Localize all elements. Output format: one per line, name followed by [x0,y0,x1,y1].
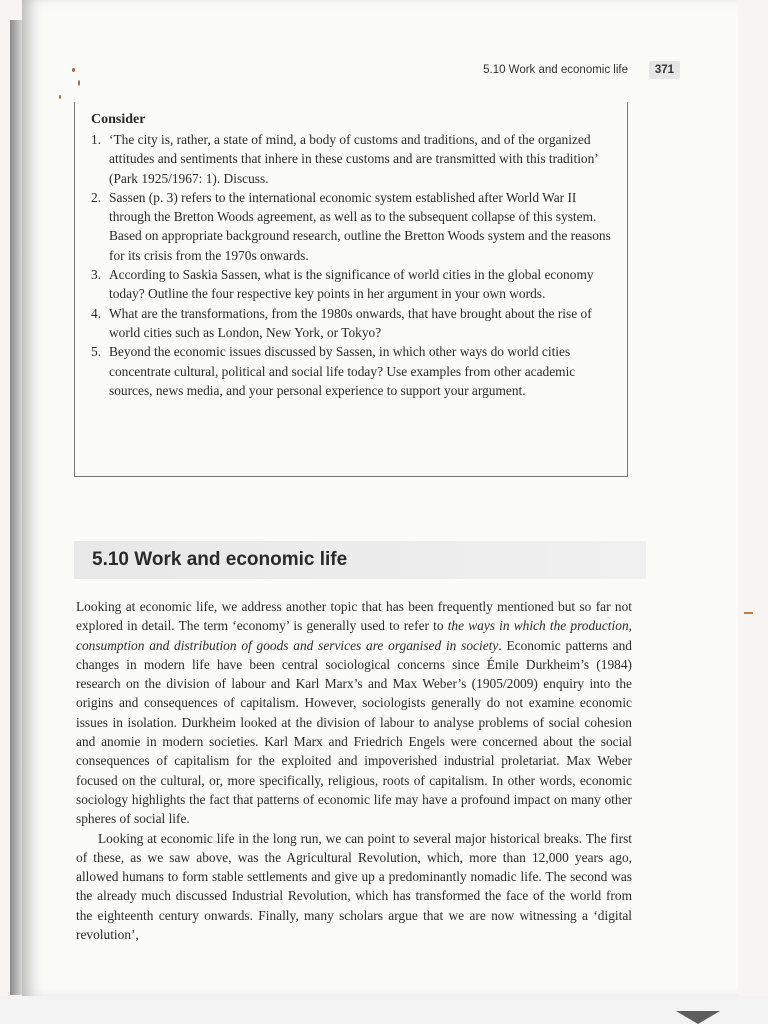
consider-box [74,102,628,477]
section-heading: 5.10 Work and economic life [92,549,348,570]
consider-question [91,304,611,343]
running-head: 5.10 Work and economic life [483,64,628,76]
paper-speck [78,80,80,86]
consider-question [91,188,611,265]
question-text: Sassen (p. 3) refers to the international economic system established after World War II through the Bretton Woods agreement, as well as to the subsequent collapse of this system. Based on appropriate background research, outline the Bretton Woods system and the reasons for its crisis from the 1970s onwards. [109,189,611,263]
question-text: What are the transformations, from the 1980s onwards, that have brought about the rise of world cities such as London, New York, or Tokyo? [109,305,592,340]
body-paragraph [76,829,632,945]
question-number: 5. [91,344,102,360]
consider-question [91,265,611,304]
scanner-bed [0,996,768,1024]
paper-speck [72,68,75,72]
consider-question [91,130,611,188]
paper-speck [59,95,61,99]
body-paragraph [76,597,632,829]
definition-emphasis: the ways in which the production, consumption and distribution of goods and services are organised in society [76,618,632,653]
question-text: Beyond the economic issues discussed by Sassen, in which other ways do world cities concentrate cultural, political and social life today? Use examples from other academic sources, news media, and your personal experience to support your argument. [109,344,576,398]
page-header [22,64,738,82]
scanner-corner-mark [676,1011,720,1024]
book-page [22,0,738,996]
question-number: 4. [91,305,102,321]
question-number: 1. [91,132,102,147]
consider-question [91,342,611,400]
paragraph-text: Looking at economic life in the long run, we can point to several major historical breaks. The first of these, as we saw above, was the Agricultural Revolution, which, more than 12,000 years ago, allowed humans to form stable settlements and give up a predominantly nomadic life. The second was the already much discussed Industrial Revolution, which has transformed the face of the world from the eighteenth century onwards. Finally, many scholars argue that we are now witnessing a ‘digital revolution’, [76,830,632,943]
question-number: 3. [91,267,102,283]
body-text [76,597,632,944]
paragraph-text: . Economic patterns and changes in modern life have been central sociological concerns since Émile Durkheim’s (1984) research on the division of labour and Karl Marx’s and Max Weber’s (1905/2009) enquiry into the origins and consequences of capitalism. However, sociologists generally do not examine economic issues in isolation. Durkheim looked at the division of labour to analyse problems of social cohesion and anomie in modern societies. Karl Marx and Friedrich Engels were concerned about the social consequences of capitalism for the exploited and impoverished industrial proletariat. Max Weber focused on the cultural, or, more specifically, religious, roots of capitalism. In other words, economic sociology highlights the fact that patterns of economic life may have a profound impact on many other spheres of social life. [76,637,632,827]
paragraph-text: Looking at economic life, we address another topic that has been frequently mentioned but so far not explored in detail. The term ‘economy’ is generally used to refer to [76,599,632,634]
question-text: According to Saskia Sassen, what is the significance of world cities in the global economy today? Outline the four respective key points in her argument in your own words. [109,267,594,302]
question-number: 2. [91,189,102,205]
page-number: 371 [649,61,680,79]
question-text: ‘The city is, rather, a state of mind, a body of customs and traditions, and of the organized attitudes and sentiments that inhere in these customs and are transmitted with this tradition’ (Park 1925/1967: 1). Discuss. [109,132,598,186]
edge-mark [744,612,753,614]
consider-title: Consider [91,112,146,127]
consider-question-list [91,130,611,400]
section-heading-band [74,541,646,579]
